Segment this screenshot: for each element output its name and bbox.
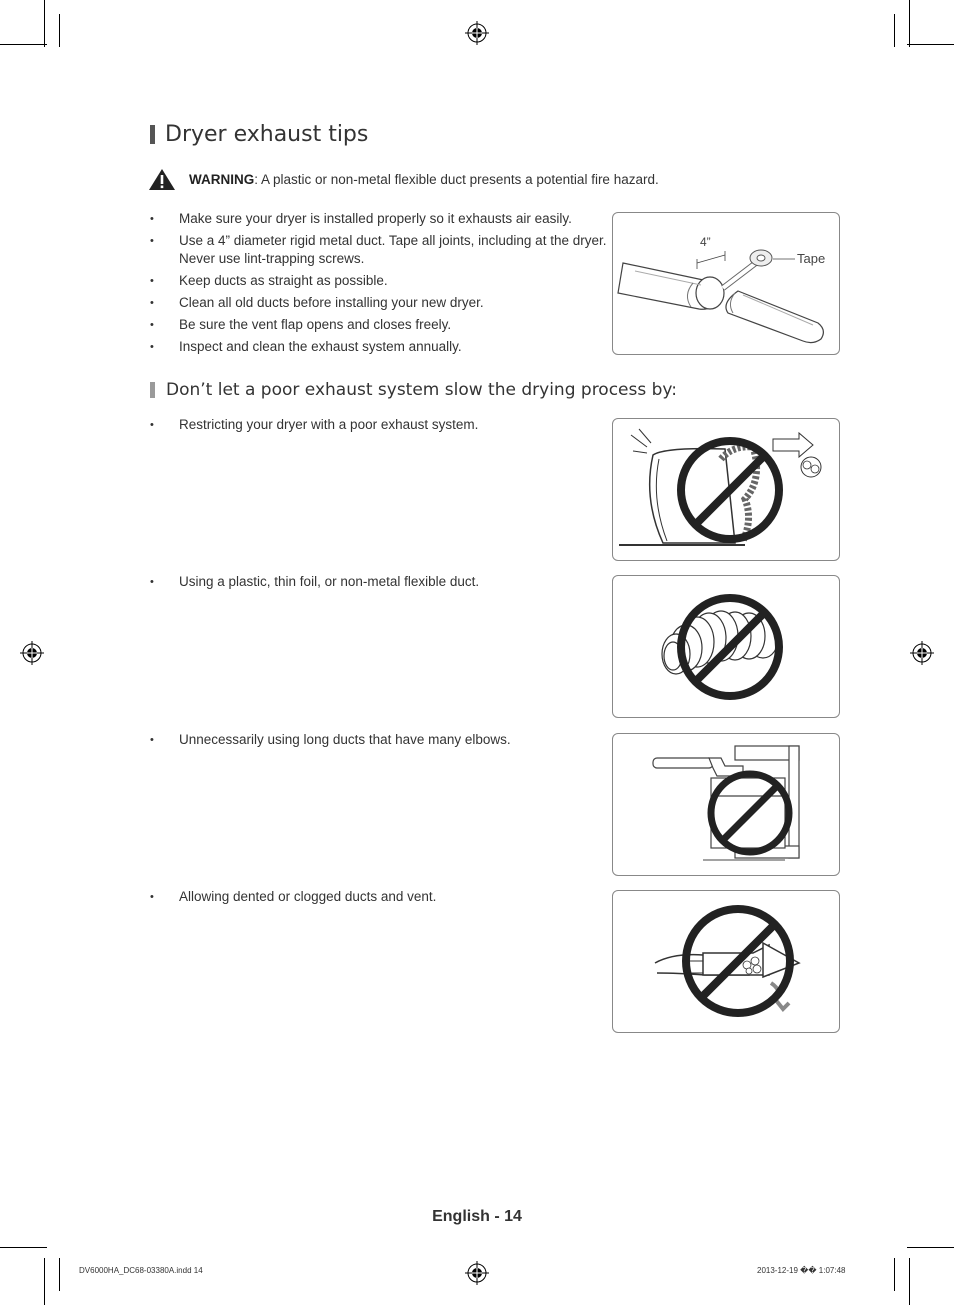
crop-mark bbox=[44, 0, 45, 47]
list-item: • Inspect and clean the exhaust system annually. bbox=[150, 338, 620, 356]
problem-list-2 bbox=[150, 573, 590, 591]
crop-mark bbox=[0, 1247, 47, 1248]
warning-triangle-icon bbox=[148, 168, 176, 191]
list-item: • Make sure your dryer is installed properly so it exhausts air easily. bbox=[150, 210, 620, 228]
heading-bar bbox=[150, 125, 155, 144]
slug-datetime: 2013-12-19 �� 1:07:48 bbox=[757, 1266, 846, 1275]
long-duct-elbows-illustration bbox=[612, 733, 840, 876]
crop-mark bbox=[907, 1247, 954, 1248]
warning-label: WARNING bbox=[189, 172, 255, 187]
flexible-duct-icon bbox=[613, 576, 839, 717]
page-number: English - 14 bbox=[432, 1208, 522, 1225]
section-subtitle-text: Don’t let a poor exhaust system slow the drying process by: bbox=[166, 380, 677, 400]
duct-tape-illustration bbox=[612, 212, 840, 355]
crop-mark bbox=[894, 14, 895, 47]
warning-notice bbox=[148, 168, 659, 191]
duct-elbows-icon bbox=[613, 734, 839, 875]
list-item: • Using a plastic, thin foil, or non-metal flexible duct. bbox=[150, 573, 590, 591]
list-item: • Restricting your dryer with a poor exhaust system. bbox=[150, 416, 590, 434]
duct-joint-icon bbox=[613, 213, 839, 354]
problem-list-4 bbox=[150, 888, 590, 906]
list-item: • Be sure the vent flap opens and closes freely. bbox=[150, 316, 620, 334]
registration-mark-icon bbox=[910, 641, 934, 665]
warning-text: : A plastic or non-metal flexible duct presents a potential fire hazard. bbox=[254, 172, 659, 187]
crop-mark bbox=[907, 44, 954, 45]
list-item: • Unnecessarily using long ducts that have many elbows. bbox=[150, 731, 590, 749]
crop-mark bbox=[909, 1258, 910, 1305]
dimension-label: 4” bbox=[700, 235, 711, 249]
heading-bar bbox=[150, 382, 155, 398]
restricted-dryer-icon bbox=[613, 419, 839, 560]
slug-file: DV6000HA_DC68-03380A.indd 14 bbox=[79, 1266, 203, 1275]
crop-mark bbox=[44, 1258, 45, 1305]
clogged-duct-icon bbox=[613, 891, 839, 1032]
flexible-duct-illustration bbox=[612, 575, 840, 718]
crop-mark bbox=[894, 1258, 895, 1291]
crop-mark bbox=[0, 44, 47, 45]
list-item: • Use a 4” diameter rigid metal duct. Tape all joints, including at the dryer. Never use lint-trapping screws. bbox=[150, 232, 620, 268]
page-title-text: Dryer exhaust tips bbox=[165, 122, 369, 147]
list-item: • Clean all old ducts before installing your new dryer. bbox=[150, 294, 620, 312]
registration-mark-icon bbox=[465, 21, 489, 45]
section-subtitle bbox=[150, 380, 677, 400]
crop-mark bbox=[909, 0, 910, 47]
page-title bbox=[150, 122, 368, 147]
crop-mark bbox=[59, 14, 60, 47]
list-item: • Allowing dented or clogged ducts and vent. bbox=[150, 888, 590, 906]
list-item: • Keep ducts as straight as possible. bbox=[150, 272, 620, 290]
problem-list-1 bbox=[150, 416, 590, 434]
problem-list-3 bbox=[150, 731, 590, 749]
tape-label: Tape bbox=[797, 251, 826, 266]
registration-mark-icon bbox=[20, 641, 44, 665]
tips-list bbox=[150, 210, 620, 356]
restricted-dryer-illustration bbox=[612, 418, 840, 561]
registration-mark-icon bbox=[465, 1261, 489, 1285]
crop-mark bbox=[59, 1258, 60, 1291]
clogged-duct-illustration bbox=[612, 890, 840, 1033]
